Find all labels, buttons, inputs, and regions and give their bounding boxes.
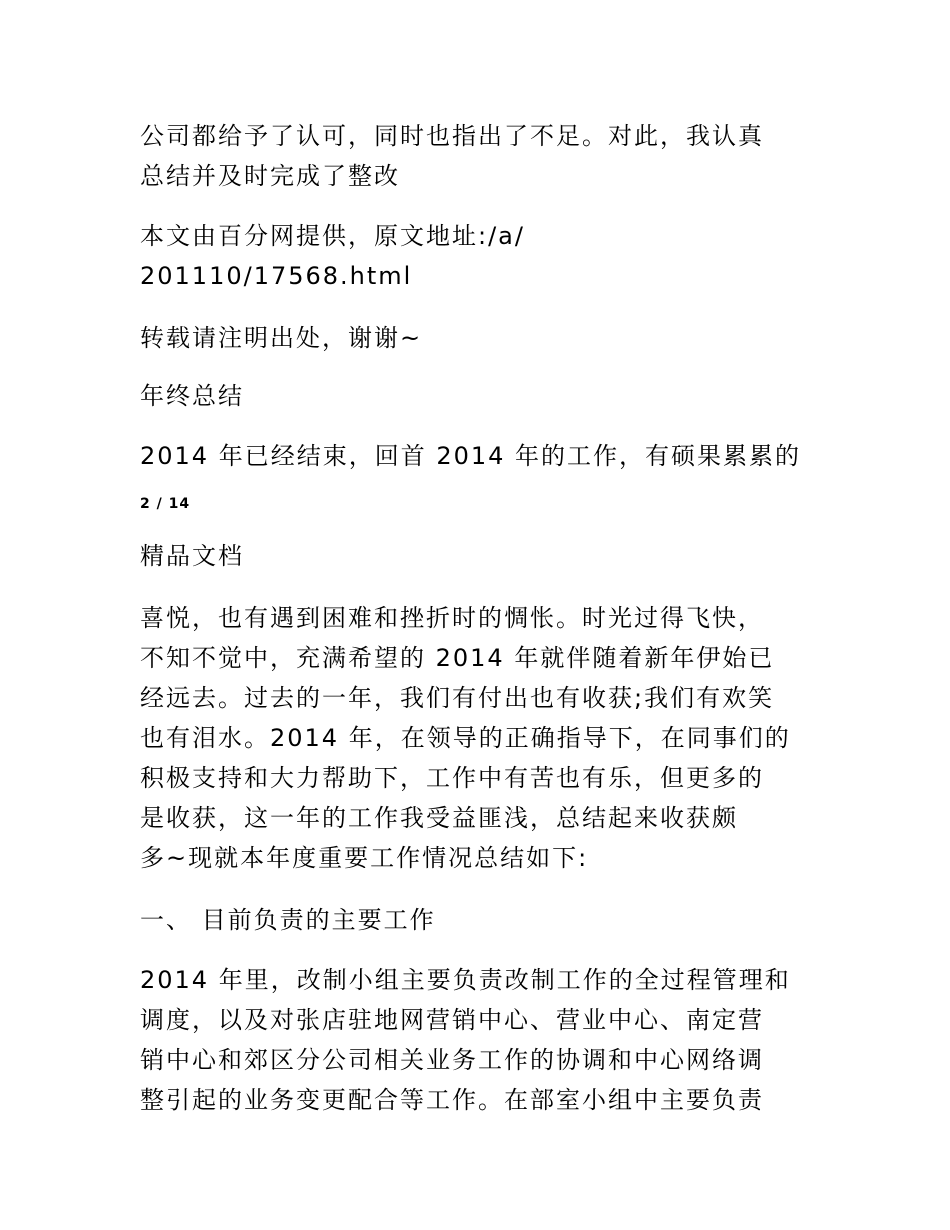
year-intro (140, 436, 820, 476)
text-line: 2014 年已经结束，回首 2014 年的工作，有硕果累累的 (140, 442, 802, 470)
text-line: 一、 目前负责的主要工作 (140, 906, 436, 934)
source-note (140, 216, 820, 296)
page-number: 2 / 14 (140, 496, 191, 512)
text-line: 积极支持和大力帮助下，工作中有苦也有乐，但更多的 (140, 764, 764, 792)
text-line: 多~现就本年度重要工作情况总结如下: (140, 844, 589, 872)
main-paragraph (140, 598, 820, 878)
header-label (140, 536, 820, 576)
text-line: 本文由百分网提供，原文地址:/a/ (140, 222, 525, 250)
text-line: 喜悦，也有遇到困难和挫折时的惆怅。时光过得飞快， (140, 604, 764, 632)
text-line: 转载请注明出处，谢谢~ (140, 324, 423, 352)
text-line: 销中心和郊区分公司相关业务工作的协调和中心网络调 (140, 1046, 764, 1074)
reprint-note (140, 318, 820, 358)
text-line: 不知不觉中，充满希望的 2014 年就伴随着新年伊始已 (140, 644, 775, 672)
work-paragraph (140, 960, 820, 1120)
intro-paragraph (140, 116, 820, 196)
text-line: 公司都给予了认可，同时也指出了不足。对此，我认真 (140, 122, 764, 150)
text-line: 经远去。过去的一年，我们有付出也有收获;我们有欢笑 (140, 684, 775, 712)
text-line: 总结并及时完成了整改 (140, 162, 400, 190)
text-line: 整引起的业务变更配合等工作。在部室小组中主要负责 (140, 1086, 764, 1114)
section-title (140, 376, 820, 416)
text-line: 年终总结 (140, 382, 244, 410)
text-line: 是收获，这一年的工作我受益匪浅，总结起来收获颇 (140, 804, 738, 832)
text-line: 2014 年里，改制小组主要负责改制工作的全过程管理和 (140, 966, 791, 994)
text-line: 调度，以及对张店驻地网营销中心、营业中心、南定营 (140, 1006, 764, 1034)
text-line: 201110/17568.html (140, 262, 413, 290)
text-line: 也有泪水。2014 年，在领导的正确指导下，在同事们的 (140, 724, 791, 752)
text-line: 精品文档 (140, 542, 244, 570)
heading-one (140, 900, 820, 940)
